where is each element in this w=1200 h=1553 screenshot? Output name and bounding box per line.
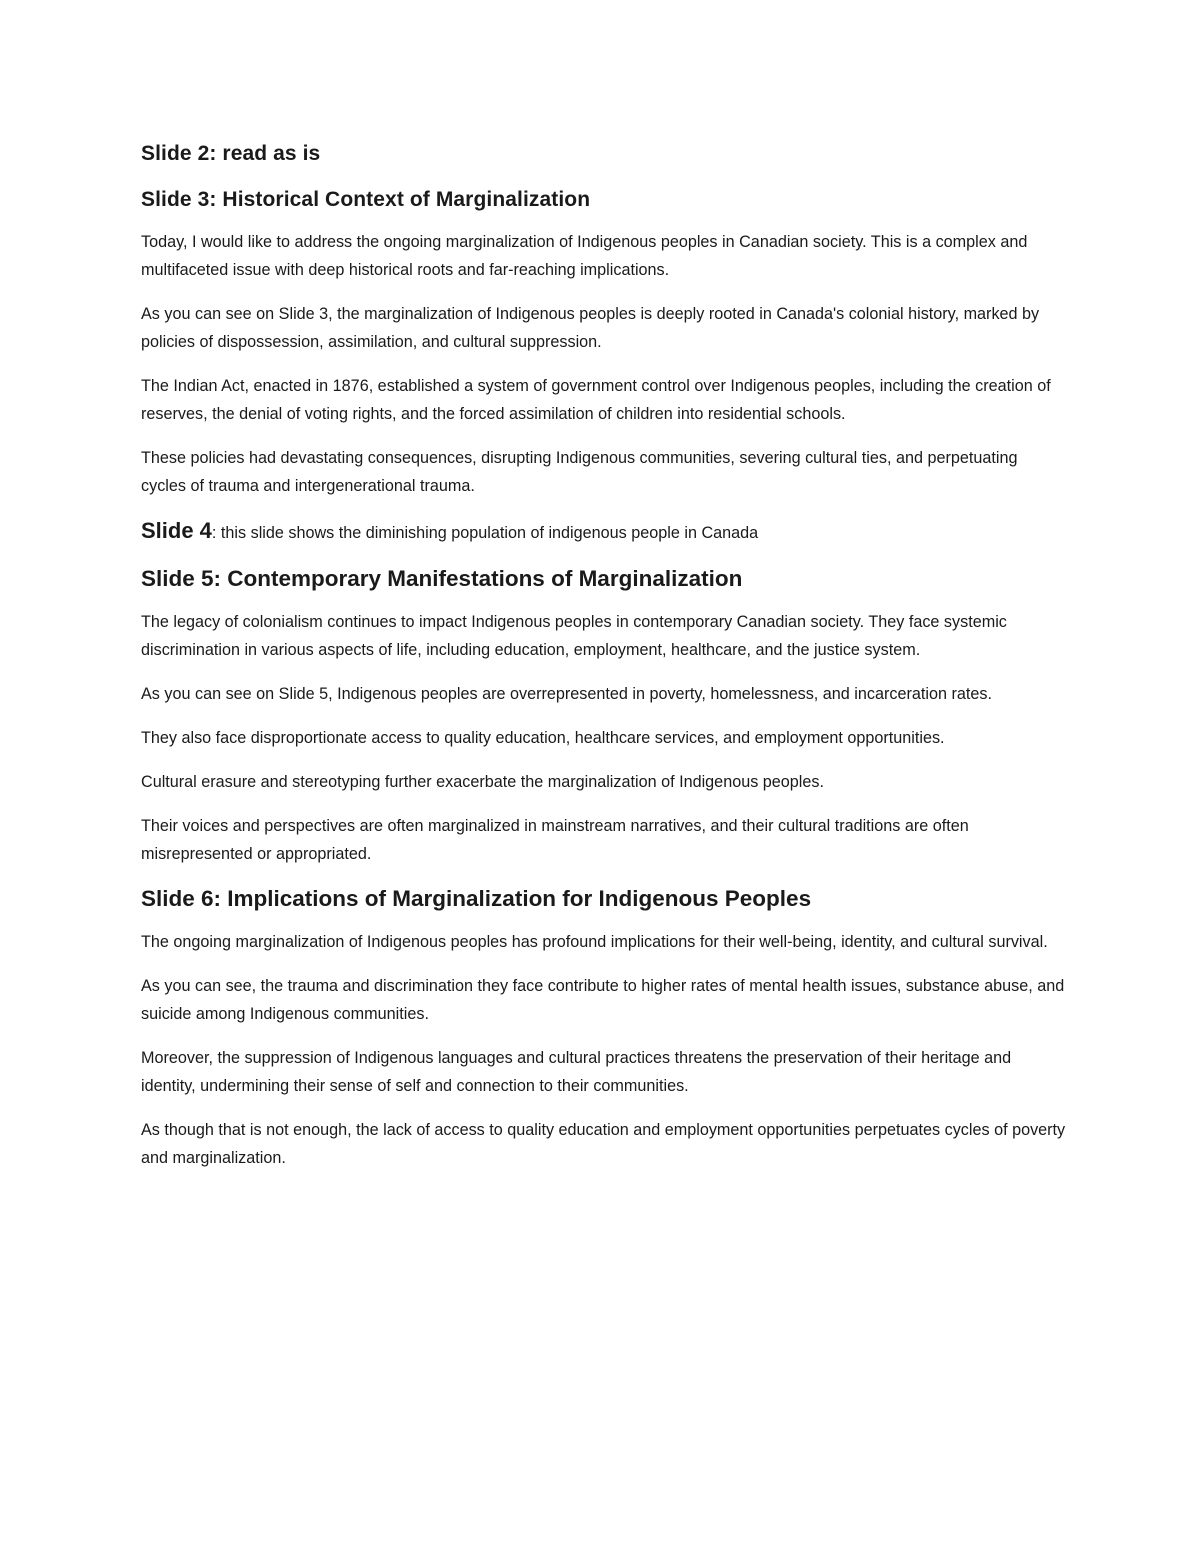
slide-3-paragraph: The Indian Act, enacted in 1876, established a system of government control over Indigenous peoples, including the creation of reserves, the denial of voting rights, and the forced assimilation of children into residential schools.	[141, 377, 1051, 423]
slide-4-text: : this slide shows the diminishing population of indigenous people in Canada	[211, 524, 759, 542]
slide-3-heading: Slide 3: Historical Context of Marginalization	[141, 188, 591, 211]
slide-3-paragraph: As you can see on Slide 3, the marginalization of Indigenous peoples is deeply rooted in Canada's colonial history, marked by policies of dispossession, assimilation, and cultural suppression.	[141, 305, 1040, 351]
slide-6-heading: Slide 6: Implications of Marginalization for Indigenous Peoples	[141, 886, 812, 911]
slide-3-paragraph: These policies had devastating consequences, disrupting Indigenous communities, severing cultural ties, and perpetuating cycles of trauma and intergenerational trauma.	[141, 449, 1018, 495]
slide-5-heading: Slide 5: Contemporary Manifestations of Marginalization	[141, 566, 743, 591]
slide-2-heading: Slide 2: read as is	[141, 142, 321, 165]
slide-5-paragraph: Cultural erasure and stereotyping further exacerbate the marginalization of Indigenous peoples.	[141, 773, 824, 791]
slide-3-paragraph: Today, I would like to address the ongoing marginalization of Indigenous peoples in Canadian society. This is a complex and multifaceted issue with deep historical roots and far-reaching implications.	[141, 233, 1028, 279]
slide-5-paragraph: The legacy of colonialism continues to impact Indigenous peoples in contemporary Canadian society. They face systemic discrimination in various aspects of life, including education, employment, healthcare, and the justice system.	[141, 613, 1007, 659]
slide-4-lead: Slide 4	[141, 518, 212, 543]
slide-5-paragraph: Their voices and perspectives are often marginalized in mainstream narratives, and their cultural traditions are often misrepresented or appropriated.	[141, 817, 969, 863]
document-page	[141, 140, 1066, 1188]
slide-5-paragraph: As you can see on Slide 5, Indigenous peoples are overrepresented in poverty, homelessness, and incarceration rates.	[141, 685, 992, 703]
slide-6-paragraph: As you can see, the trauma and discrimination they face contribute to higher rates of mental health issues, substance abuse, and suicide among Indigenous communities.	[141, 977, 1065, 1023]
slide-6-paragraph: Moreover, the suppression of Indigenous languages and cultural practices threatens the preservation of their heritage and identity, undermining their sense of self and connection to their communities.	[141, 1049, 1012, 1095]
slide-6-paragraph: The ongoing marginalization of Indigenous peoples has profound implications for their well-being, identity, and cultural survival.	[141, 933, 1048, 951]
slide-4-line	[141, 516, 1066, 548]
slide-5-paragraph: They also face disproportionate access to quality education, healthcare services, and employment opportunities.	[141, 729, 945, 747]
slide-6-paragraph: As though that is not enough, the lack of access to quality education and employment opportunities perpetuates cycles of poverty and marginalization.	[141, 1121, 1066, 1167]
